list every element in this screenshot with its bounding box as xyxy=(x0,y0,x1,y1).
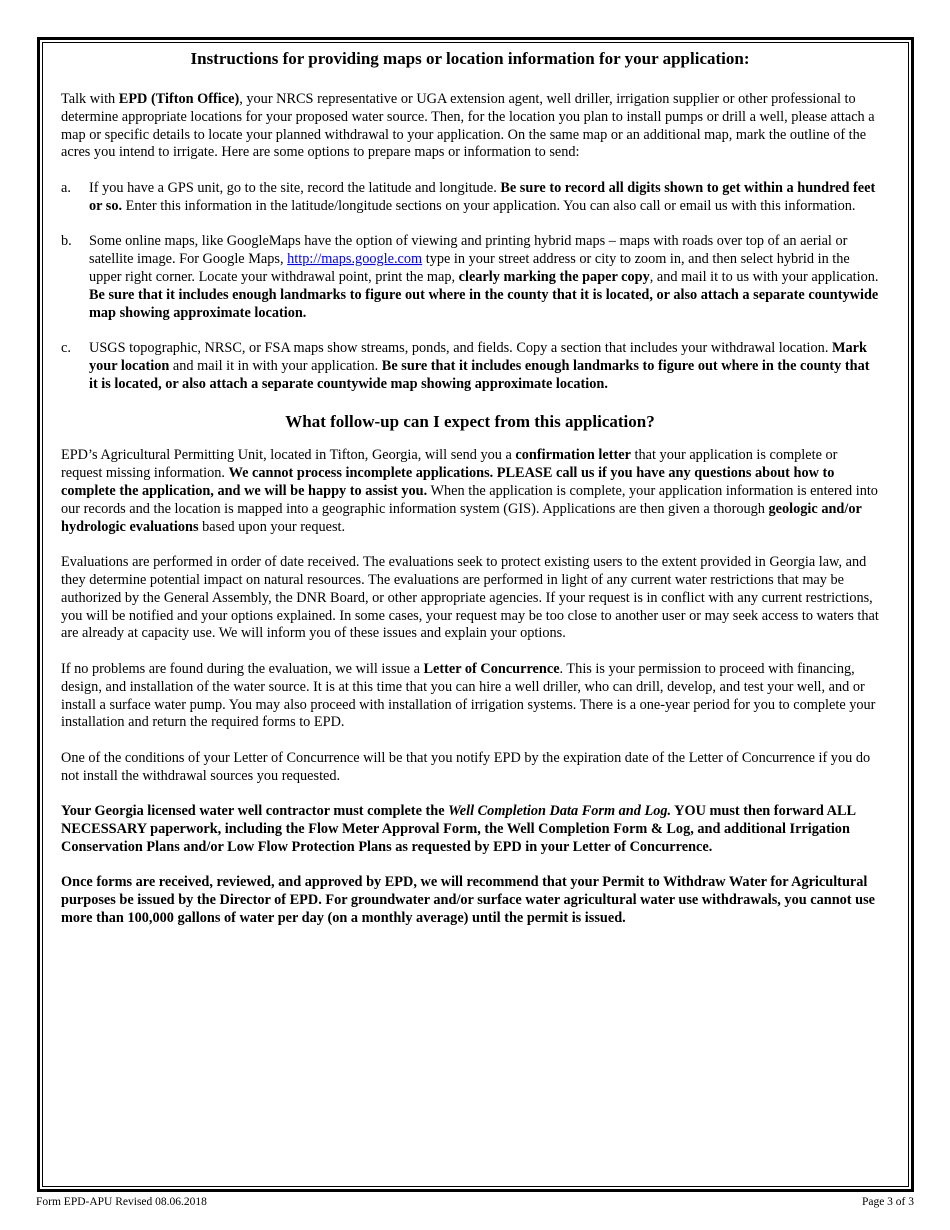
form-id-footer: Form EPD-APU Revised 08.06.2018 xyxy=(36,1196,207,1208)
option-a xyxy=(61,180,879,216)
document-body xyxy=(61,48,879,946)
option-marker: c. xyxy=(61,340,71,357)
option-marker: a. xyxy=(61,179,71,196)
contractor-paragraph: Your Georgia licensed water well contractor must complete the Well Completion Data Form and Log. YOU must then forward ALL NECESSARY paperwork, including the Flow Meter Approval Form, the Well Completion Form & Log, and additional Irrigation Conservation Plans and/or Low Flow Protection Plans as requested by EPD in your Letter of Concurrence. xyxy=(61,803,856,855)
page-number-footer: Page 3 of 3 xyxy=(861,1196,914,1208)
option-text: Some online maps, like GoogleMaps have the option of viewing and printing hybrid maps – maps with roads over top of an aerial or satellite image. For Google Maps, http://maps.google.com type in your street address or city to zoom in, and then select hybrid in the upper right corner. Locate your withdrawal point, print the map, clearly marking the paper copy, and mail it to us with your application. Be sure that it includes enough landmarks to figure out where in the county that it is located, or also attach a separate countywide map showing approximate location. xyxy=(89,233,879,321)
option-c xyxy=(61,340,879,393)
followup-heading: What follow-up can I expect from this application? xyxy=(285,412,655,432)
evaluations-paragraph: Evaluations are performed in order of date received. The evaluations seek to protect existing users to the extent provided in Georgia law, and they determine potential impact on natural resources. The evaluations are performed in light of any current water restrictions that may be authorized by the General Assembly, the DNR Board, or other appropriate agencies. If your request is in conflict with any current restrictions, you will be notified and your options explained. In some cases, your request may be too close to another user or may seek access to waters that are already at capacity use. We will inform you of these issues and explain your options. xyxy=(61,554,879,642)
concurrence-paragraph: If no problems are found during the evaluation, we will issue a Letter of Concurrence. This is your permission to proceed with financing, design, and installation of the water source. It is at this time that you can hire a well driller, who can drill, develop, and test your well, and or install a surface water pump. You may also proceed with installation of irrigation systems. There is a one-year period for you to complete your installation and return the required forms to EPD. xyxy=(61,660,876,731)
google-maps-link[interactable]: http://maps.google.com xyxy=(287,251,423,268)
intro-paragraph: Talk with EPD (Tifton Office), your NRCS representative or UGA extension agent, well driller, irrigation supplier or other professional to determine appropriate locations for your proposed water source. Then, for the location you plan to install pumps or drill a well, please attach a map or specific details to locate your planned withdrawal to your application. On the same map or an additional map, mark the outline of the acres you intend to irrigate. Here are some options to prepare maps or information to send: xyxy=(61,91,875,161)
confirmation-paragraph: EPD’s Agricultural Permitting Unit, located in Tifton, Georgia, will send you a confirmation letter that your application is complete or request missing information. We cannot process incomplete applications. PLEASE call us if you have any questions about how to complete the application, and we will be happy to assist you. When the application is complete, your application information is entered into our records and the location is mapped into a geographic information system (GIS). Applications are then given a thorough geologic and/or hydrologic evaluations based upon your request. xyxy=(61,447,878,535)
option-text: If you have a GPS unit, go to the site, record the latitude and longitude. Be sure to record all digits shown to get within a hundred feet or so. Enter this information in the latitude/longitude sections on your application. You can also call or email us with this information. xyxy=(89,179,876,214)
instructions-heading: Instructions for providing maps or location information for your application: xyxy=(190,49,750,68)
permit-paragraph: Once forms are received, reviewed, and approved by EPD, we will recommend that your Permit to Withdraw Water for Agricultural purposes be issued by the Director of EPD. For groundwater and/or surface water agricultural water use withdrawals, you cannot use more than 100,000 gallons of water per day (on a monthly average) until the permit is issued. xyxy=(61,874,875,927)
option-text: USGS topographic, NRSC, or FSA maps show streams, ponds, and fields. Copy a section that includes your withdrawal location. Mark your location and mail it in with your application. Be sure that it includes enough landmarks to figure out where in the county that it is located, or also attach a separate countywide map showing approximate location. xyxy=(89,340,870,392)
option-b xyxy=(61,233,879,322)
conditions-paragraph: One of the conditions of your Letter of Concurrence will be that you notify EPD by the expiration date of the Letter of Concurrence if you do not install the withdrawal sources you requested. xyxy=(61,749,871,784)
option-marker: b. xyxy=(61,233,72,250)
